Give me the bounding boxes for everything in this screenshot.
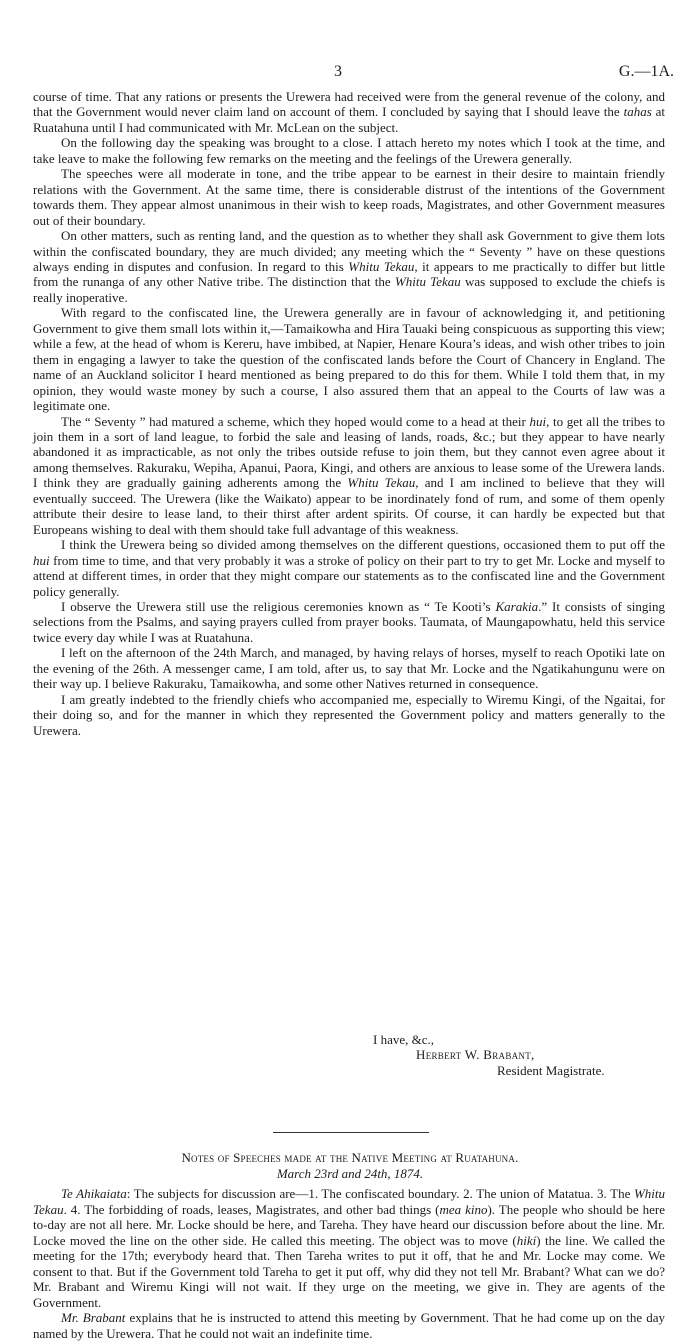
notes-date: March 23rd and 24th, 1874.: [276, 1166, 424, 1181]
signature-title: Resident Magistrate.: [497, 1063, 605, 1078]
paragraph: On the following day the speaking was brought to a close. I attach hereto my notes which I took at the time, and take leave to make the following few remarks on the meeting and the feelings of the Urewera generally.: [33, 135, 665, 166]
paragraph: On other matters, such as renting land, and the question as to whether they shall ask Government to give them lots within the confiscated boundary, they are much divided; any meeting which the “ Seventy ” have on these questions always ending in disputes and confusion. In regard to this Whitu Tekau, it appears to me practically to differ but little from the runanga of any other Native tribe. The distinction that the Whitu Tekau was supposed to exclude the chiefs is really inoperative.: [33, 228, 666, 305]
speech-paragraph: Mr. Brabant explains that he is instructed to attend this meeting by Government. That he had come up on the day named by the Urewera. That he could not wait an indefinite time.: [33, 1310, 666, 1341]
paragraph: I am greatly indebted to the friendly chiefs who accompanied me, especially to Wiremu Kingi, of the Ngaitai, for their doing so, and for the manner in which they represented the Government policy and matters generally to the Urewera.: [33, 691, 665, 738]
notes-body: [33, 1186, 665, 1341]
letter-body: [33, 89, 665, 738]
paragraph: course of time. That any rations or presents the Urewera had received were from the general revenue of the colony, and that the Government would never claim land on account of them. I concluded by saying that I should leave the tahas at Ruatahuna until I had communicated with Mr. McLean on the subject.: [33, 89, 666, 135]
speech-paragraph: Te Ahikaiata: The subjects for discussion are—1. The confiscated boundary. 2. The union of Matatua. 3. The Whitu Tekau. 4. The forbidding of roads, leases, Magistrates, and other bad things (mea kino). The people who should be here to-day are not all here. Mr. Locke should be here, and Tareha. They have heard our discussion before about the line. Mr. Locke moved the line on the other side. He called this meeting. The object was to move (hiki) the line. We called the meeting for the 17th; everybody heard that. Then Tareha writes to put it off, that he and Mr. Locke may come. We consent to that. But if the Government told Tareha to get it put off, why did they not tell Mr. Brabant? What can we do? Mr. Brabant and Wiremu Kingi will not wait. If they urge on the meeting, we give in. They are agents of the Government.: [33, 1186, 666, 1310]
notes-title: Notes of Speeches made at the Native Meeting at Ruatahuna.: [181, 1150, 519, 1165]
signature-closing: I have, &c.,: [373, 1032, 435, 1047]
paragraph: I observe the Urewera still use the religious ceremonies known as “ Te Kooti’s Karakia.” It consists of singing selections from the Psalms, and saying prayers culled from prayer books. Taumata, of Maungapowhatu, held this service twice every day while I was at Ruatahuna.: [33, 598, 666, 645]
page-header: [0, 63, 700, 83]
page-number: 3: [334, 63, 342, 80]
document-code: G.—1A.: [618, 63, 674, 80]
speaker-name: Mr. Brabant: [61, 1310, 126, 1325]
signature-name: Herbert W. Brabant,: [416, 1047, 535, 1062]
paragraph: The “ Seventy ” had matured a scheme, which they hoped would come to a head at their hui, to get all the tribes to join them in a sort of land league, to forbid the sale and leasing of lands, roads, &c.; but they appear to have nearly abandoned it as impracticable, as not only the tribes outside refuse to join them, but they cannot even agree about it among themselves. Rakuraku, Wepiha, Apanui, Paora, Kingi, and others are anxious to lease some of the Urewera lands. I think they are gradually gaining adherents among the Whitu Tekau, and I am inclined to believe that they will eventually succeed. The Urewera (like the Waikato) appear to be inordinately fond of rum, and some of them openly attribute their desire to lease land, to their thirst after ardent spirits. Of course, it can hardly be expected but that Europeans wishing to deal with them should take full advantage of this weakness.: [33, 413, 665, 537]
paragraph: The speeches were all moderate in tone, and the tribe appear to be earnest in their desire to maintain friendly relations with the Government. At the same time, there is considerable distrust of the intentions of the Government towards them. They appear almost unanimous in their wish to keep roads, Magistrates, and other Government measures out of their boundary.: [33, 166, 665, 228]
section-divider: [273, 1132, 429, 1133]
paragraph: With regard to the confiscated line, the Urewera generally are in favour of acknowledging it, and petitioning Government to give them small lots within it,—Tamaikowha and Hira Tauaki being conspicuous as supporting this view; while a few, at the head of whom is Kereru, have imbibed, at Napier, Henare Koura’s ideas, and wish other tribes to join them in engaging a lawyer to take the question of the confiscated lands before the Court of Chancery in England. The name of an Auckland solicitor I heard mentioned as being prepared to do this for them. While I told them that, in my opinion, they would waste money by such a course, I also assured them that an appeal to the Courts of law was a legitimate one.: [33, 305, 665, 414]
paragraph: I think the Urewera being so divided among themselves on the different questions, occasioned them to put off the hui from time to time, and that very probably it was a stroke of policy on their part to try to get Mr. Locke and myself to attend at different times, in order that they might compare our statements as to the confiscated line and the Government policy generally.: [33, 537, 666, 599]
paragraph: I left on the afternoon of the 24th March, and managed, by having relays of horses, myself to reach Opotiki late on the evening of the 26th. A messenger came, I am told, after us, to say that Mr. Locke and the Ngatikahungunu were on their way up. I believe Rakuraku, Tamaikowha, and some other Natives returned in consequence.: [33, 645, 665, 692]
speaker-name: Te Ahikaiata: [61, 1186, 127, 1201]
